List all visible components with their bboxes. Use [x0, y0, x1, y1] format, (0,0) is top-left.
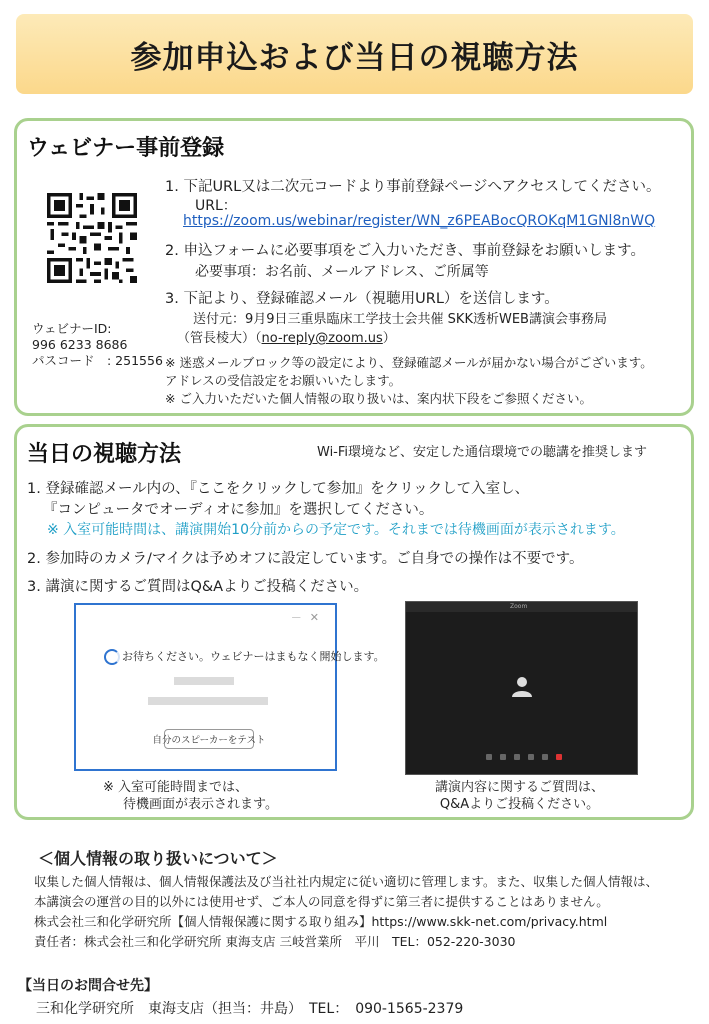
right-caption — [435, 779, 604, 813]
leave-icon[interactable] — [556, 754, 562, 760]
recommend-text: Wi-Fi環境など、安定した通信環境での聴講を推奨します — [317, 445, 648, 460]
more-icon[interactable] — [542, 754, 548, 760]
view-step-1a: 1. 登録確認メール内の、『ここをクリックして参加』をクリックして入室し、 — [27, 481, 530, 497]
share-icon[interactable] — [514, 754, 520, 760]
privacy-line-4: 責任者：株式会社三和化学研究所 東海支店 三岐営業所 平川 TEL：052-220-3030 — [34, 934, 516, 949]
reg-step-1: 1. 下記URL又は二次元コードより事前登録ページへアクセスしてください。 — [165, 179, 661, 195]
privacy-line-1: 収集した個人情報は、個人情報保護法及び当社社内規定に従い適切に管理します。また、収集した個人情報は、 — [34, 874, 659, 889]
reg-note-3: ※ ご入力いただいた個人情報の取り扱いは、案内状下段をご参照ください。 — [165, 391, 592, 406]
view-step-3: 3. 講演に関するご質問はQ&Aよりご投稿ください。 — [27, 579, 369, 595]
participants-icon[interactable] — [528, 754, 534, 760]
view-step-1b: 『コンピュータでオーディオに参加』を選択してください。 — [43, 502, 434, 518]
view-step-2: 2. 参加時のカメラ/マイクは予めオフに設定しています。ご自身での操作は不要です。 — [27, 551, 584, 567]
passcode: パスコード : 251556 — [32, 353, 163, 368]
video-icon[interactable] — [500, 754, 506, 760]
meeting-id: 996 6233 8686 — [32, 337, 128, 352]
blurred-text — [148, 697, 268, 705]
waiting-message: お待ちください。ウェビナーはまもなく開始します。 — [122, 650, 385, 663]
user-avatar-icon — [510, 674, 534, 698]
qr-code-icon[interactable] — [47, 193, 137, 283]
viewing-panel — [14, 424, 694, 820]
blurred-text — [174, 677, 234, 685]
reg-step-3: 3. 下記より、登録確認メール（視聴用URL）を送信します。 — [165, 291, 559, 307]
privacy-line-2: 本講演会の運営の目的以外には使用せず、ご本人の同意を得ずに第三者に提供することはありません。 — [34, 894, 609, 909]
sender-close: ） — [382, 331, 396, 346]
audio-icon[interactable] — [486, 754, 492, 760]
meeting-id-label: ウェビナーID: — [32, 321, 112, 336]
sender-email-link[interactable]: no-reply@zoom.us — [261, 331, 383, 346]
contact-heading: 【当日のお問合せ先】 — [18, 978, 158, 994]
right-caption-line-2: Q&Aよりご投稿ください。 — [439, 797, 600, 812]
reg-step-2: 2. 申込フォームに必要事項をご入力いただき、事前登録をお願いします。 — [165, 243, 645, 259]
test-speaker-button[interactable]: 自分のスピーカーをテスト — [164, 729, 254, 749]
sender-line-1: 送付元：9月9日三重県臨床工学技士会共催 SKK透析WEB講演会事務局 — [193, 312, 607, 327]
url-label: URL： — [195, 198, 237, 214]
registration-heading: ウェビナー事前登録 — [27, 136, 225, 161]
waiting-screen-image — [74, 603, 385, 771]
privacy-line-3: 株式会社三和化学研究所【個人情報保護に関する取り組み】https://www.skk-net.com/privacy.html — [34, 914, 608, 929]
left-caption — [103, 779, 278, 813]
reg-note-2: アドレスの受信設定をお願いいたします。 — [165, 373, 402, 388]
loading-spinner-icon — [104, 649, 120, 665]
reg-step-2-detail: 必要事項：お名前、メールアドレス、ご所属等 — [195, 264, 489, 280]
title-banner — [16, 14, 693, 94]
viewing-heading: 当日の視聴方法 — [27, 442, 182, 467]
page-title: 参加申込および当日の視聴方法 — [130, 39, 579, 76]
left-caption-line-2: 待機画面が表示されます。 — [123, 797, 278, 812]
left-caption-line-1: ※ 入室可能時間までは、 — [103, 780, 249, 795]
contact-line: 三和化学研究所 東海支店（担当：井島） TEL： 090-1565-2379 — [36, 1001, 464, 1017]
reg-note-1: ※ 迷惑メールブロック等の設定により、登録確認メールが届かない場合がございます。 — [165, 355, 653, 370]
meeting-controls — [486, 754, 562, 760]
zoom-label: Zoom — [510, 603, 528, 610]
meeting-info — [32, 321, 163, 369]
registration-panel — [14, 118, 694, 416]
privacy-heading: ＜個人情報の取り扱いについて＞ — [38, 849, 278, 868]
sender-name: （管長棱大）（ — [177, 331, 262, 346]
meeting-screen-image — [405, 601, 638, 775]
view-step-1-note: ※ 入室可能時間は、講演開始10分前からの予定です。それまでは待機画面が表示されます。 — [47, 522, 625, 538]
sender-line-2 — [177, 327, 396, 346]
registration-url-link[interactable]: https://zoom.us/webinar/register/WN_z6PEABocQROKqM1GNl8nWQ — [183, 213, 656, 229]
right-caption-line-1: 講演内容に関するご質問は、 — [435, 780, 605, 795]
window-controls: －✕ — [290, 611, 327, 624]
